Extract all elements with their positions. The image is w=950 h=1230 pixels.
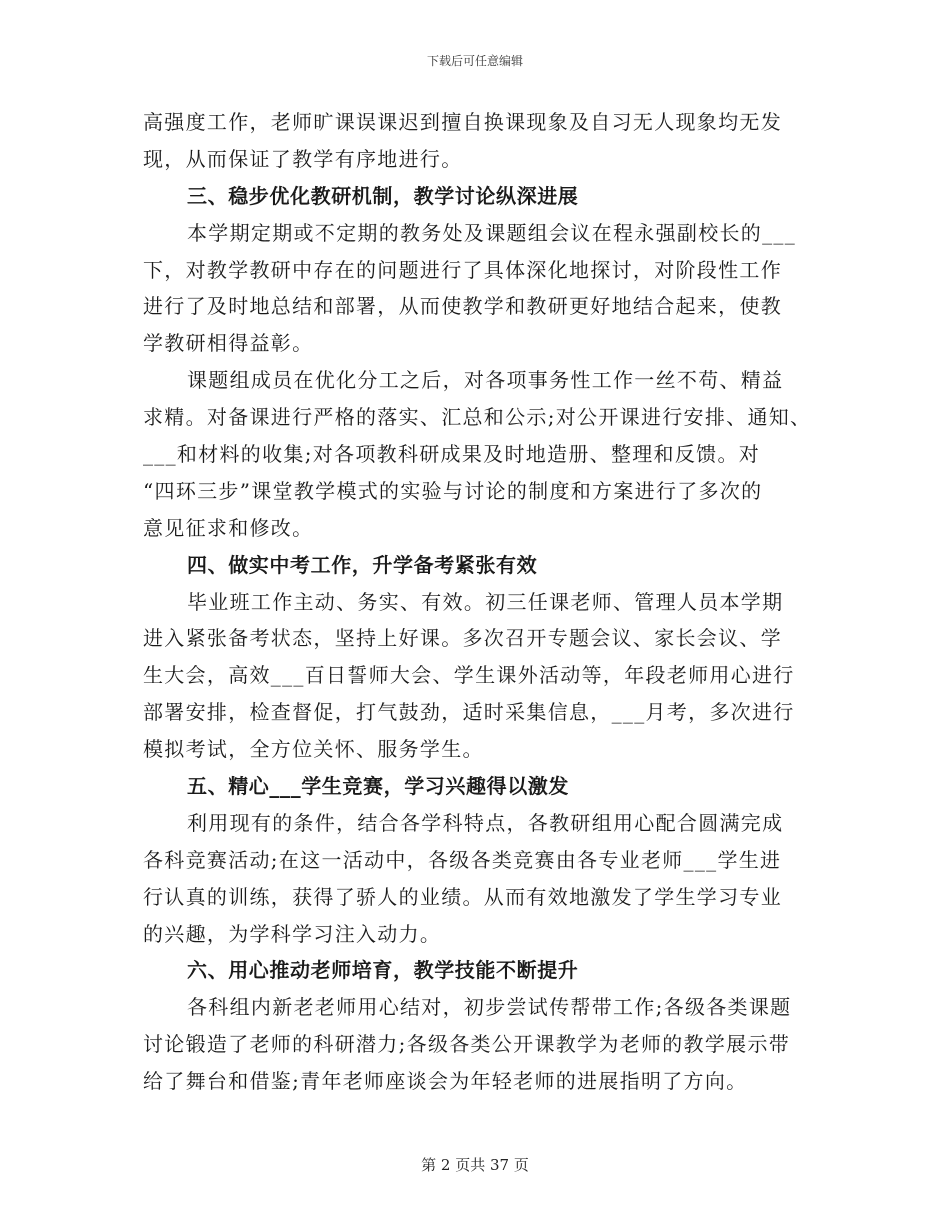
- paragraph-line: 下，对教学教研中存在的问题进行了具体深化地探讨，对阶段性工作: [143, 257, 782, 282]
- paragraph-line: 讨论锻造了老师的科研潜力;各级各类公开课教学为老师的教学展示带: [143, 1032, 791, 1057]
- section-heading: 三、稳步优化教研机制，教学讨论纵深进展: [187, 183, 579, 208]
- document-body: [143, 104, 823, 1100]
- paragraph-line: 高强度工作，老师旷课误课迟到擅自换课现象及自习无人现象均无发: [143, 110, 782, 134]
- section-heading: 六、用心推动老师培育，教学技能不断提升: [187, 958, 579, 983]
- paragraph-line: 毕业班工作主动、务实、有效。初三任课老师、管理人员本学期: [187, 589, 784, 614]
- paragraph-line: 各科组内新老老师用心结对，初步尝试传帮带工作;各级各类课题: [187, 995, 792, 1020]
- paragraph-line: 模拟考试，全方位关怀、服务学生。: [143, 737, 484, 762]
- page-header: 下载后可任意编辑: [426, 54, 523, 68]
- paragraph-line: 的兴趣，为学科学习注入动力。: [143, 921, 442, 946]
- paragraph-line: 意见征求和修改。: [143, 515, 314, 540]
- paragraph-line: 进入紧张备考状态，坚持上好课。多次召开专题会议、家长会议、学: [143, 626, 782, 651]
- paragraph-line: “四环三步”课堂教学模式的实验与讨论的制度和方案进行了多次的: [143, 478, 763, 503]
- paragraph-line: 给了舞台和借鉴;青年老师座谈会为年轻老师的进展指明了方向。: [143, 1069, 748, 1094]
- page-footer: 第 2 页共 37 页: [421, 1156, 529, 1174]
- paragraph-line: 课题组成员在优化分工之后，对各项事务性工作一丝不苟、精益: [187, 368, 784, 393]
- paragraph-line: 求精。对备课进行严格的落实、汇总和公示;对公开课进行安排、通知、: [143, 405, 812, 430]
- paragraph-line: 进行了及时地总结和部署，从而使教学和教研更好地结合起来，使教: [143, 294, 782, 319]
- paragraph-line: 行认真的训练，获得了骄人的业绩。从而有效地激发了学生学习专业: [143, 884, 782, 909]
- paragraph-line: 部署安排，检查督促，打气鼓劲，适时采集信息，___月考，多次进行: [143, 700, 795, 725]
- paragraph-line: 学教研相得益彰。: [143, 331, 314, 356]
- paragraph-line: 本学期定期或不定期的教务处及课题组会议在程永强副校长的___: [187, 220, 796, 245]
- section-heading: 五、精心___学生竞赛，学习兴趣得以激发: [187, 774, 569, 799]
- section-heading: 四、做实中考工作，升学备考紧张有效: [187, 552, 538, 577]
- paragraph-line: 利用现有的条件，结合各学科特点，各教研组用心配合圆满完成: [187, 810, 784, 835]
- paragraph-line: 生大会，高效___百日誓师大会、学生课外活动等，年段老师用心进行: [143, 663, 795, 688]
- paragraph-line: 各科竞赛活动;在这一活动中，各级各类竞赛由各专业老师___学生进: [143, 847, 782, 872]
- paragraph-line: 现，从而保证了教学有序地进行。: [143, 146, 463, 171]
- paragraph-line: ___和材料的收集;对各项教科研成果及时地造册、整理和反馈。对: [143, 442, 761, 467]
